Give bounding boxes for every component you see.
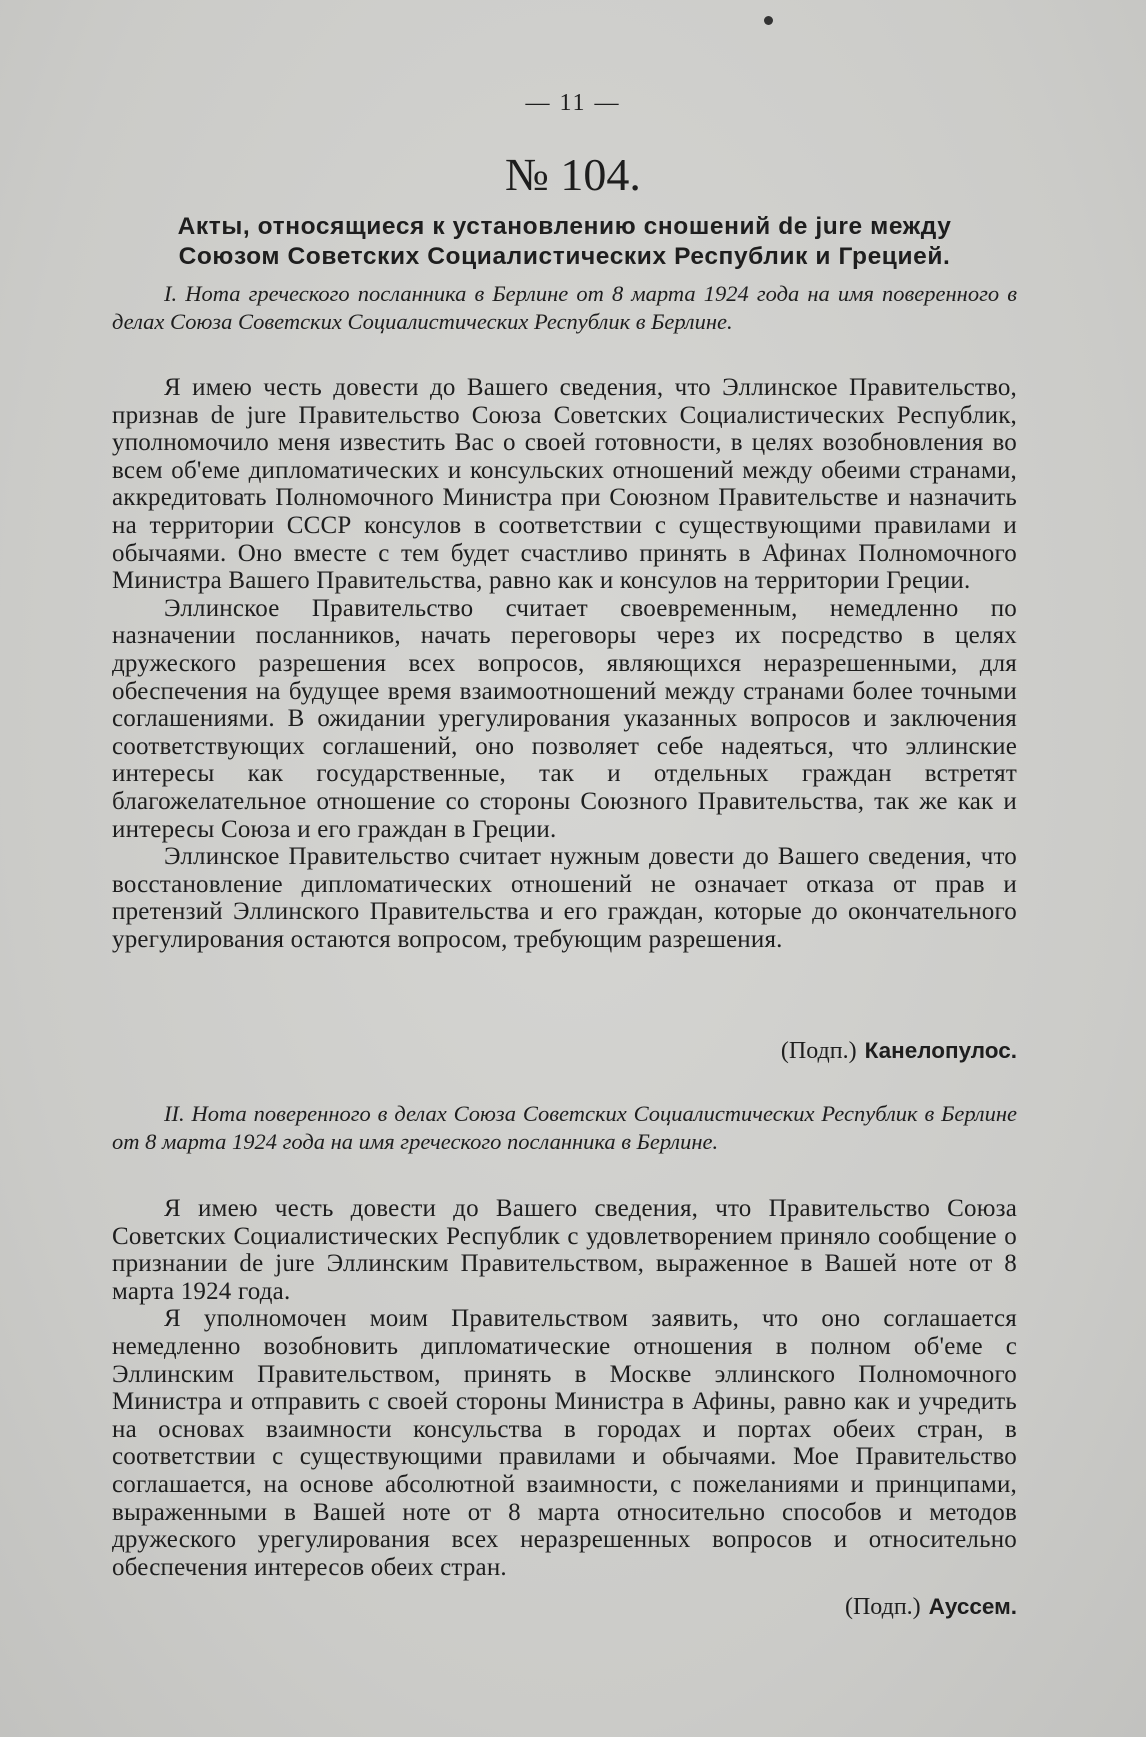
note-1-title: I. Нота греческого посланника в Берлине от 8 марта 1924 года на имя поверенного в делах Союза Советских Социалистических Республик в Берлине. (112, 281, 1017, 334)
note-2-body (112, 1195, 1017, 1581)
scan-speck (764, 16, 773, 25)
note-2-signature-name: Аусcем. (928, 1594, 1017, 1619)
note-2-signature-prefix: (Подп.) (844, 1594, 921, 1620)
note-1-signature-prefix: (Подп.) (780, 1038, 857, 1064)
note-2-paragraph-1: Я имею честь довести до Вашего сведения, что Правительство Союза Советских Социалистических Республик с удовлетворением приняло сообщение о признании de jure Эллинским Правительством, выраженное в Вашей ноте от 8 марта 1924 года. (112, 1195, 1017, 1305)
note-2-signature (112, 1594, 1079, 1621)
page-folio: — 11 — (525, 90, 621, 116)
heading-line-1: Акты, относящиеся к установлению сношений de jure между (177, 213, 952, 240)
note-2-title: II. Нота поверенного в делах Союза Советских Социалистических Республик в Берлине от 8 марта 1924 года на имя греческого посланника в Берлине. (112, 1101, 1017, 1154)
document-heading (112, 212, 1017, 272)
note-1-body (112, 374, 1017, 953)
heading-line-2: Союзом Советских Социалистических Республик и Грецией. (178, 243, 951, 270)
note-1-paragraph-1: Я имею честь довести до Вашего сведения, что Эллинское Правительство, признав de jure Правительство Союза Советских Социалистических Республик, уполномочило меня известить Вас о своей готовности, в целях возобновления во всем об'еме дипломатических и консульских отношений между обеими странами, аккредитовать Полномочного Министра при Союзном Правительстве и назначить на территории СССР консулов в соответствии с существующими правилами и обычаями. Оно вместе с тем будет счастливо принять в Афинах Полномочного Министра Вашего Правительства, равно как и консулов на территории Греции. (112, 374, 1017, 595)
note-1-paragraph-2: Эллинское Правительство считает своевременным, немедленно по назначении посланников, начать переговоры через их посредство в целях дружеского разрешения всех вопросов, являющихся неразрешенными, для обеспечения на будущее время взаимоотношений между странами более точными соглашениями. В ожидании урегулирования указанных вопросов и заключения соответствующих соглашений, оно позволяет себе надеяться, что эллинские интересы как государственные, так и отдельных граждан встретят благожелательное отношение со стороны Союзного Правительства, так же как и интересы Союза и его граждан в Греции. (112, 594, 1017, 843)
note-1-signature (112, 1038, 1079, 1065)
document-number: № 104. (505, 149, 641, 200)
note-1-paragraph-3: Эллинское Правительство считает нужным довести до Вашего сведения, что восстановление дипломатических отношений не означает отказа от прав и претензий Эллинского Правительства и его граждан, которые до окончательного урегулирования остаются вопросом, требующим разрешения. (112, 843, 1017, 953)
note-1-signature-name: Канелопулос. (864, 1038, 1017, 1063)
note-2-paragraph-2: Я уполномочен моим Правительством заявить, что оно соглашается немедленно возобновить дипломатические отношения в полном об'еме с Эллинским Правительством, принять в Москве эллинского Полномочного Министра и отправить с своей стороны Министра в Афины, равно как и учредить на основах взаимности консульства в городах и портах обеих стран, в соответствии с существующими правилами и обычаями. Мое Правительство соглашается, на основе абсолютной взаимности, с пожеланиями и принципами, выраженными в Вашей ноте от 8 марта относительно способов и методов дружеского урегулирования всех неразрешенных вопросов и относительно обеспечения интересов обеих стран. (112, 1305, 1017, 1581)
